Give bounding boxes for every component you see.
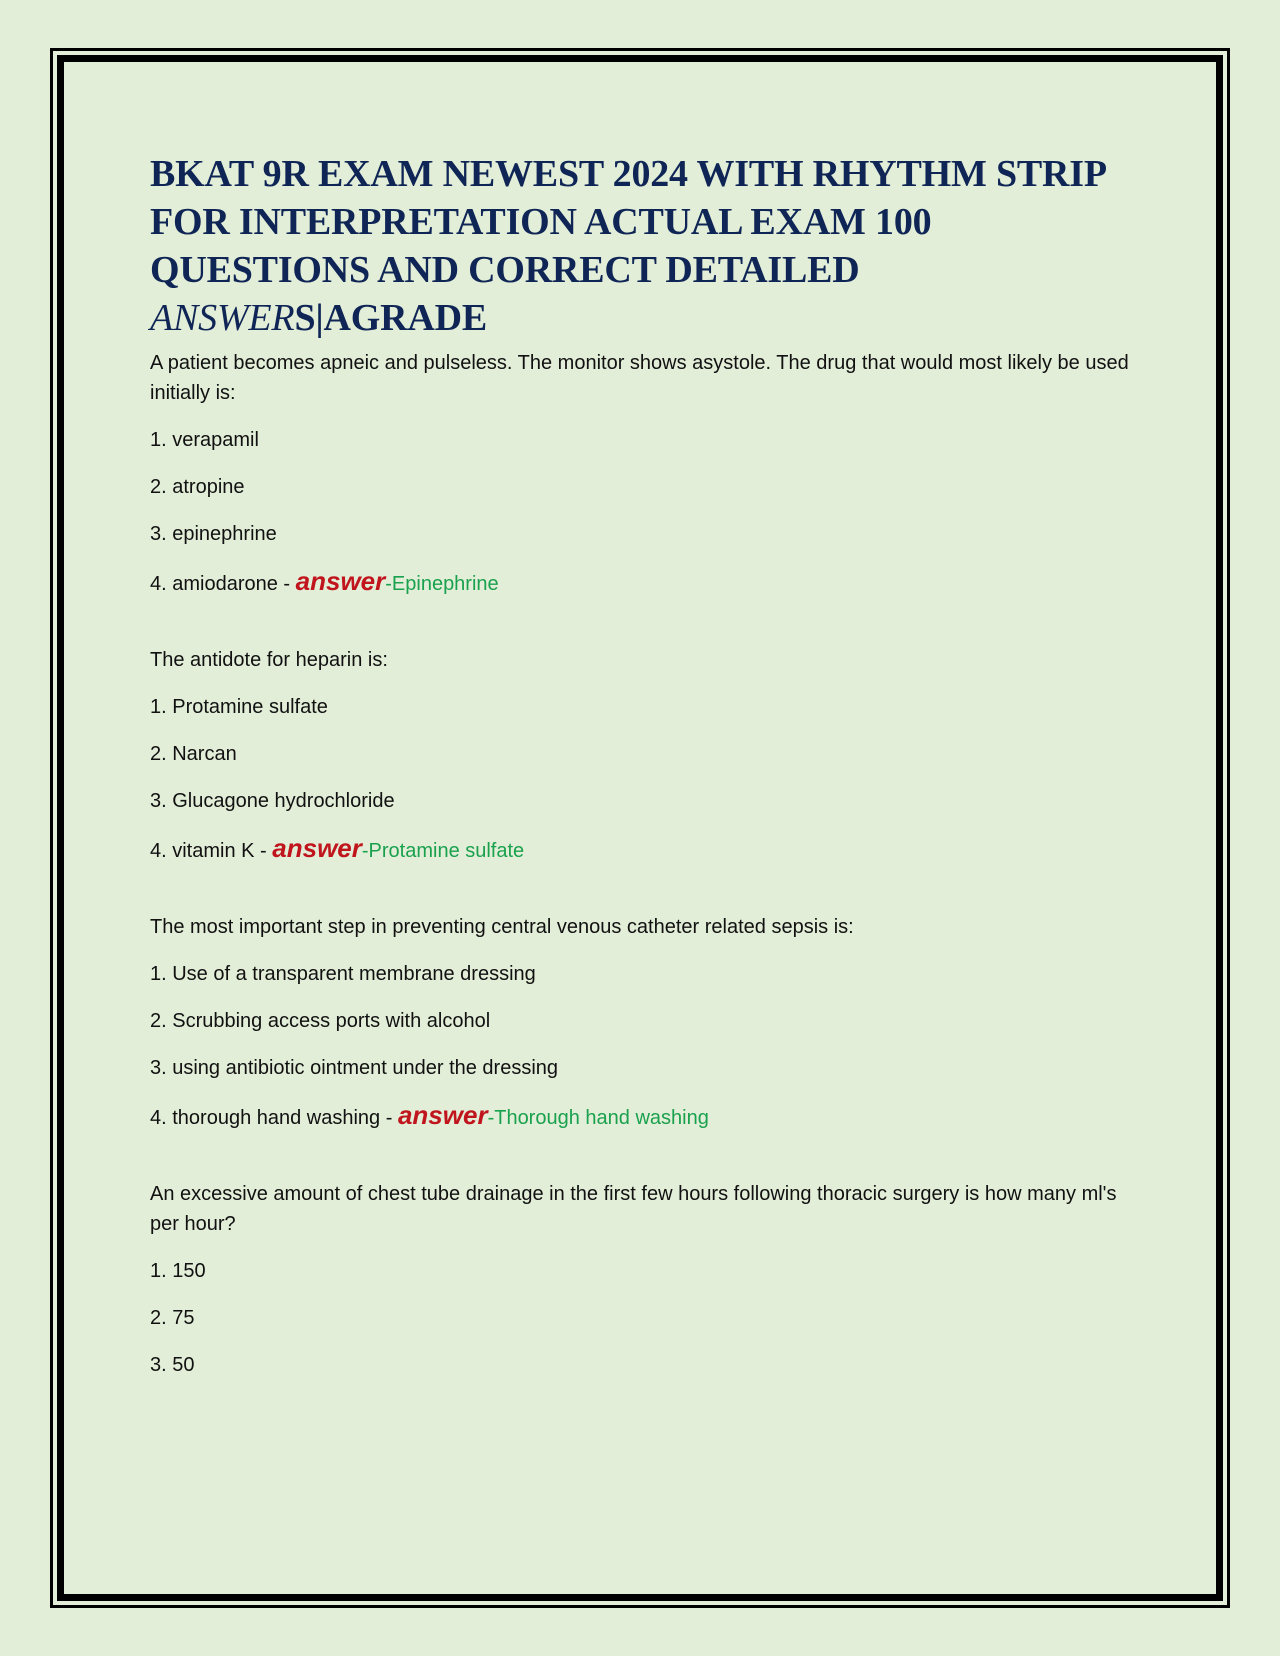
option-1: 1. Protamine sulfate	[150, 696, 328, 718]
title-line-2: FOR INTERPRETATION ACTUAL EXAM 100	[150, 201, 932, 243]
title-line-4-rest: S|AGRADE	[294, 297, 488, 339]
option-4: 4. vitamin K -	[150, 840, 273, 862]
option-2: 2. Narcan	[150, 743, 237, 765]
answer-text: -Epinephrine	[385, 573, 499, 595]
title-line-1: BKAT 9R EXAM NEWEST 2024 WITH RHYTHM STRIP	[150, 153, 1107, 195]
question-text: The most important step in preventing central venous catheter related sepsis is:	[150, 916, 854, 938]
answer-label: answer	[272, 833, 362, 863]
option-4-with-answer	[150, 566, 1140, 599]
question-2	[150, 645, 1140, 866]
title-line-4-italic: ANSWER	[150, 297, 295, 339]
answer-text: -Thorough hand washing	[487, 1107, 709, 1129]
document-title	[150, 150, 1140, 342]
option-1: 1. verapamil	[150, 429, 259, 451]
option-1: 1. 150	[150, 1260, 206, 1282]
option-2: 2. atropine	[150, 476, 245, 498]
answer-text: -Protamine sulfate	[361, 840, 525, 862]
option-2: 2. 75	[150, 1307, 195, 1329]
option-3: 3. epinephrine	[150, 523, 277, 545]
question-text: The antidote for heparin is:	[150, 649, 388, 671]
question-1	[150, 348, 1140, 599]
title-line-3: QUESTIONS AND CORRECT DETAILED	[150, 249, 860, 291]
option-3: 3. using antibiotic ointment under the dressing	[150, 1057, 559, 1079]
option-3: 3. Glucagone hydrochloride	[150, 790, 395, 812]
option-1: 1. Use of a transparent membrane dressing	[150, 963, 536, 985]
answer-label: answer	[295, 566, 386, 596]
option-4-with-answer	[150, 1100, 1140, 1133]
question-3	[150, 912, 1140, 1133]
answer-label: answer	[397, 1100, 488, 1130]
option-4-with-answer	[150, 833, 1140, 866]
question-text: An excessive amount of chest tube drainage in the first few hours following thoracic surgery is how many ml's per hour?	[150, 1183, 1117, 1235]
option-3: 3. 50	[150, 1354, 195, 1376]
option-4: 4. thorough hand washing -	[150, 1107, 398, 1129]
option-2: 2. Scrubbing access ports with alcohol	[150, 1010, 491, 1032]
document-body	[150, 150, 1140, 1426]
question-4	[150, 1179, 1140, 1380]
question-text: A patient becomes apneic and pulseless. The monitor shows asystole. The drug that would most likely be used initially is:	[150, 352, 1129, 404]
option-4: 4. amiodarone -	[150, 573, 296, 595]
